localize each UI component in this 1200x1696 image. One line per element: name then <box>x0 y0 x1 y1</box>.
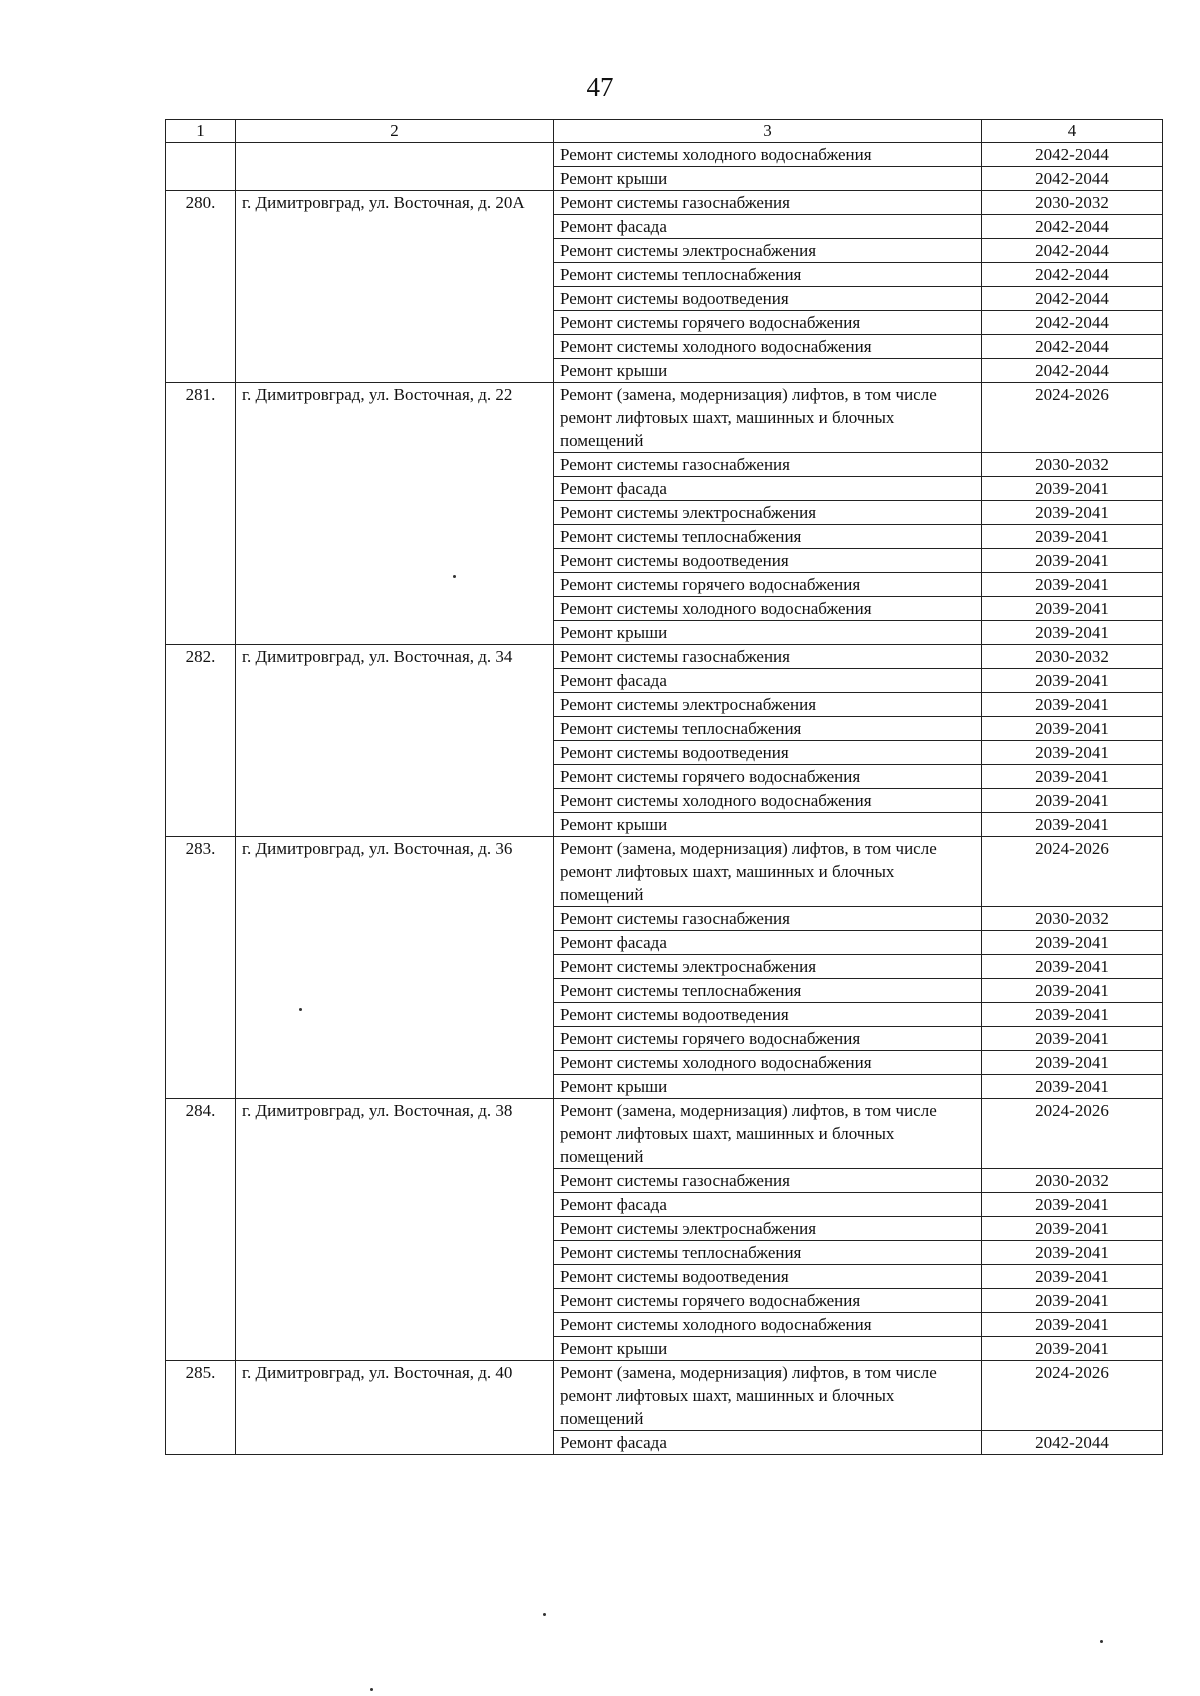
period-cell: 2042-2044 <box>982 311 1163 335</box>
work-cell: Ремонт системы холодного водоснабжения <box>554 1051 982 1075</box>
work-cell: Ремонт крыши <box>554 167 982 191</box>
work-cell: Ремонт системы холодного водоснабжения <box>554 335 982 359</box>
work-cell: Ремонт фасада <box>554 477 982 501</box>
column-header-number: 1 <box>166 120 236 143</box>
work-cell: Ремонт системы газоснабжения <box>554 645 982 669</box>
address-cell: г. Димитровград, ул. Восточная, д. 40 <box>236 1361 554 1455</box>
period-cell: 2039-2041 <box>982 1075 1163 1099</box>
work-cell: Ремонт (замена, модернизация) лифтов, в том числе ремонт лифтовых шахт, машинных и блочных помещений <box>554 383 982 453</box>
item-number-cell: 282. <box>166 645 236 837</box>
period-cell: 2039-2041 <box>982 765 1163 789</box>
work-cell: Ремонт системы холодного водоснабжения <box>554 789 982 813</box>
scan-speck <box>453 575 456 578</box>
work-cell: Ремонт системы водоотведения <box>554 741 982 765</box>
address-cell: г. Димитровград, ул. Восточная, д. 34 <box>236 645 554 837</box>
period-cell: 2039-2041 <box>982 1051 1163 1075</box>
address-cell: г. Димитровград, ул. Восточная, д. 20А <box>236 191 554 383</box>
period-cell: 2030-2032 <box>982 453 1163 477</box>
item-number-cell: 285. <box>166 1361 236 1455</box>
work-cell: Ремонт системы водоотведения <box>554 549 982 573</box>
work-cell: Ремонт (замена, модернизация) лифтов, в том числе ремонт лифтовых шахт, машинных и блочных помещений <box>554 837 982 907</box>
period-cell: 2042-2044 <box>982 167 1163 191</box>
period-cell: 2039-2041 <box>982 813 1163 837</box>
work-cell: Ремонт (замена, модернизация) лифтов, в том числе ремонт лифтовых шахт, машинных и блочных помещений <box>554 1361 982 1431</box>
period-cell: 2042-2044 <box>982 143 1163 167</box>
period-cell: 2042-2044 <box>982 239 1163 263</box>
period-cell: 2039-2041 <box>982 1193 1163 1217</box>
work-cell: Ремонт системы теплоснабжения <box>554 979 982 1003</box>
period-cell: 2039-2041 <box>982 501 1163 525</box>
work-cell: Ремонт системы газоснабжения <box>554 453 982 477</box>
item-number-cell: 283. <box>166 837 236 1099</box>
period-cell: 2030-2032 <box>982 191 1163 215</box>
work-cell: Ремонт крыши <box>554 1075 982 1099</box>
period-cell: 2039-2041 <box>982 597 1163 621</box>
column-header-address: 2 <box>236 120 554 143</box>
work-cell: Ремонт системы горячего водоснабжения <box>554 311 982 335</box>
table-body <box>166 120 1163 1455</box>
period-cell: 2039-2041 <box>982 741 1163 765</box>
period-cell: 2039-2041 <box>982 931 1163 955</box>
period-cell: 2039-2041 <box>982 1241 1163 1265</box>
period-cell: 2039-2041 <box>982 477 1163 501</box>
period-cell: 2042-2044 <box>982 287 1163 311</box>
work-cell: Ремонт крыши <box>554 359 982 383</box>
scan-speck <box>299 1008 302 1011</box>
period-cell: 2039-2041 <box>982 525 1163 549</box>
period-cell: 2039-2041 <box>982 669 1163 693</box>
work-cell: Ремонт системы электроснабжения <box>554 1217 982 1241</box>
period-cell: 2039-2041 <box>982 1337 1163 1361</box>
period-cell: 2042-2044 <box>982 215 1163 239</box>
work-cell: Ремонт системы электроснабжения <box>554 693 982 717</box>
table-row <box>166 1099 1163 1169</box>
scan-speck <box>370 1688 373 1691</box>
work-cell: Ремонт системы холодного водоснабжения <box>554 1313 982 1337</box>
work-cell: Ремонт системы теплоснабжения <box>554 1241 982 1265</box>
work-cell: Ремонт системы горячего водоснабжения <box>554 1027 982 1051</box>
item-number-cell: 281. <box>166 383 236 645</box>
column-header-period: 4 <box>982 120 1163 143</box>
address-cell: г. Димитровград, ул. Восточная, д. 36 <box>236 837 554 1099</box>
period-cell: 2024-2026 <box>982 383 1163 453</box>
work-cell: Ремонт фасада <box>554 669 982 693</box>
work-cell: Ремонт системы электроснабжения <box>554 955 982 979</box>
period-cell: 2039-2041 <box>982 717 1163 741</box>
work-cell: Ремонт системы электроснабжения <box>554 501 982 525</box>
work-cell: Ремонт системы холодного водоснабжения <box>554 597 982 621</box>
period-cell: 2039-2041 <box>982 1313 1163 1337</box>
work-cell: Ремонт (замена, модернизация) лифтов, в том числе ремонт лифтовых шахт, машинных и блочных помещений <box>554 1099 982 1169</box>
work-cell: Ремонт крыши <box>554 621 982 645</box>
work-cell: Ремонт системы горячего водоснабжения <box>554 1289 982 1313</box>
work-cell: Ремонт фасада <box>554 1193 982 1217</box>
period-cell: 2039-2041 <box>982 1003 1163 1027</box>
work-cell: Ремонт системы теплоснабжения <box>554 263 982 287</box>
period-cell: 2039-2041 <box>982 621 1163 645</box>
table-row <box>166 1361 1163 1431</box>
table-row <box>166 383 1163 453</box>
item-number-cell: 284. <box>166 1099 236 1361</box>
address-cell <box>236 143 554 191</box>
period-cell: 2030-2032 <box>982 907 1163 931</box>
work-cell: Ремонт системы газоснабжения <box>554 191 982 215</box>
table-row <box>166 191 1163 215</box>
work-cell: Ремонт системы газоснабжения <box>554 907 982 931</box>
period-cell: 2042-2044 <box>982 335 1163 359</box>
work-cell: Ремонт системы электроснабжения <box>554 239 982 263</box>
column-header-work: 3 <box>554 120 982 143</box>
work-cell: Ремонт крыши <box>554 1337 982 1361</box>
work-cell: Ремонт фасада <box>554 931 982 955</box>
period-cell: 2039-2041 <box>982 549 1163 573</box>
scan-speck <box>1100 1640 1103 1643</box>
period-cell: 2039-2041 <box>982 693 1163 717</box>
period-cell: 2039-2041 <box>982 955 1163 979</box>
period-cell: 2030-2032 <box>982 1169 1163 1193</box>
work-cell: Ремонт фасада <box>554 1431 982 1455</box>
page-number: 47 <box>586 72 614 102</box>
item-number-cell: 280. <box>166 191 236 383</box>
work-cell: Ремонт системы теплоснабжения <box>554 717 982 741</box>
period-cell: 2024-2026 <box>982 1099 1163 1169</box>
work-cell: Ремонт системы теплоснабжения <box>554 525 982 549</box>
period-cell: 2030-2032 <box>982 645 1163 669</box>
period-cell: 2039-2041 <box>982 573 1163 597</box>
work-cell: Ремонт системы водоотведения <box>554 1265 982 1289</box>
period-cell: 2042-2044 <box>982 359 1163 383</box>
work-cell: Ремонт системы холодного водоснабжения <box>554 143 982 167</box>
period-cell: 2024-2026 <box>982 1361 1163 1431</box>
table-row <box>166 143 1163 167</box>
period-cell: 2039-2041 <box>982 1265 1163 1289</box>
work-cell: Ремонт фасада <box>554 215 982 239</box>
period-cell: 2039-2041 <box>982 1289 1163 1313</box>
item-number-cell <box>166 143 236 191</box>
period-cell: 2039-2041 <box>982 789 1163 813</box>
period-cell: 2039-2041 <box>982 1217 1163 1241</box>
period-cell: 2024-2026 <box>982 837 1163 907</box>
work-cell: Ремонт системы водоотведения <box>554 1003 982 1027</box>
header-row <box>166 120 1163 143</box>
address-cell: г. Димитровград, ул. Восточная, д. 38 <box>236 1099 554 1361</box>
work-cell: Ремонт системы горячего водоснабжения <box>554 573 982 597</box>
period-cell: 2039-2041 <box>982 979 1163 1003</box>
work-cell: Ремонт системы горячего водоснабжения <box>554 765 982 789</box>
table-row <box>166 645 1163 669</box>
table-row <box>166 837 1163 907</box>
work-cell: Ремонт системы газоснабжения <box>554 1169 982 1193</box>
scan-speck <box>543 1613 546 1616</box>
work-cell: Ремонт системы водоотведения <box>554 287 982 311</box>
period-cell: 2042-2044 <box>982 1431 1163 1455</box>
repair-schedule-table <box>165 119 1163 1455</box>
period-cell: 2039-2041 <box>982 1027 1163 1051</box>
address-cell: г. Димитровград, ул. Восточная, д. 22 <box>236 383 554 645</box>
period-cell: 2042-2044 <box>982 263 1163 287</box>
work-cell: Ремонт крыши <box>554 813 982 837</box>
